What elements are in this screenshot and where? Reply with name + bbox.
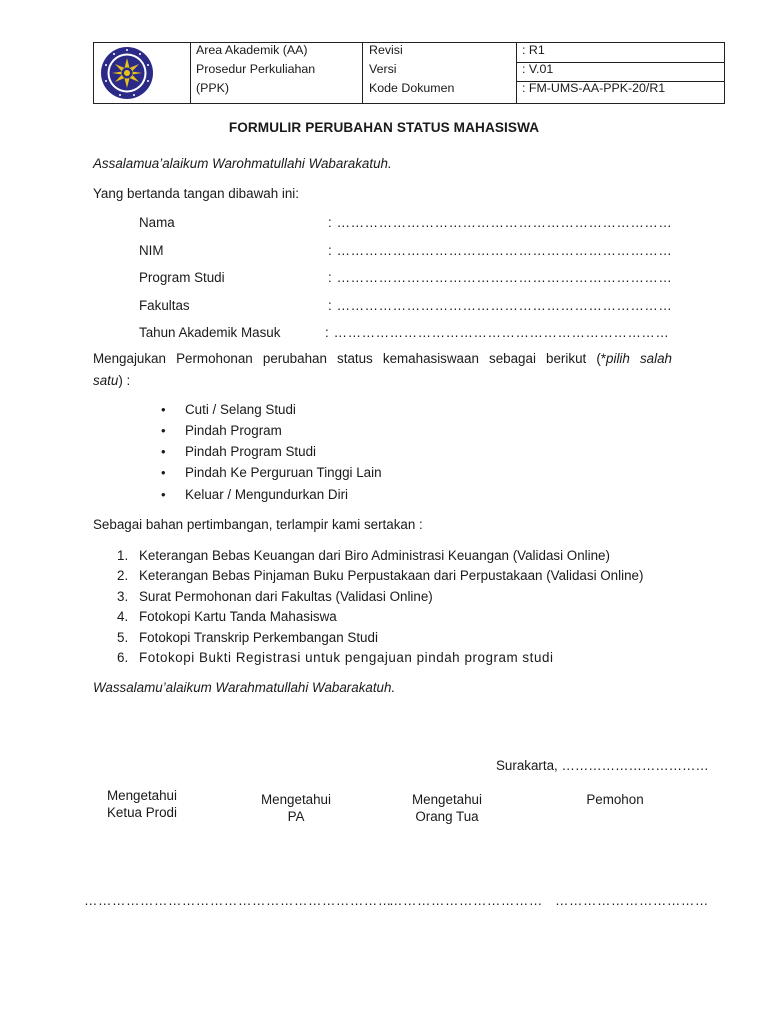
field-label-fakultas: Fakultas — [139, 298, 190, 313]
attachment-item: Keterangan Bebas Pinjaman Buku Perpustakaan dari Perpustakaan (Validasi Online) — [139, 568, 644, 583]
signature-title: Orang Tua — [415, 809, 479, 824]
list-number: 5. — [117, 630, 129, 645]
option-keluar[interactable]: Keluar / Mengundurkan Diri — [185, 487, 349, 502]
attachment-item: Keterangan Bebas Keuangan dari Biro Administrasi Keuangan (Validasi Online) — [139, 548, 610, 563]
field-blank-program-studi[interactable]: : ……………………………………………………………… — [328, 270, 673, 285]
signature-role: Mengetahui — [107, 788, 177, 803]
signature-blank-orang-tua[interactable]: …………………………… — [389, 893, 543, 908]
table-divider — [190, 43, 191, 103]
attachment-item: Fotokopi Bukti Registrasi untuk pengajuan pindah program studi — [139, 650, 554, 665]
greeting: Assalamua’alaikum Warohmatullahi Wabarakatuh. — [93, 156, 392, 171]
field-blank-nama[interactable]: : ……………………………………………………………… — [328, 215, 673, 230]
bullet-icon: • — [161, 487, 166, 502]
signature-pa — [236, 791, 356, 825]
header-version-value: : V.01 — [522, 62, 554, 76]
header-version-label: Versi — [369, 62, 397, 76]
table-divider — [516, 43, 517, 103]
list-number: 3. — [117, 589, 129, 604]
request-text: Mengajukan Permohonan perubahan status kemahasiswaan sebagai berikut (* — [93, 351, 607, 366]
attachment-item: Surat Permohonan dari Fakultas (Validasi Online) — [139, 589, 433, 604]
signature-blank-pa[interactable]: …………………………… — [238, 893, 392, 908]
attachment-item: Fotokopi Transkrip Perkembangan Studi — [139, 630, 378, 645]
signature-title: PA — [287, 809, 305, 824]
bullet-icon: • — [161, 465, 166, 480]
signature-role: Mengetahui — [261, 792, 331, 807]
field-blank-tahun-akademik[interactable]: : ……………………………………………………………… — [325, 325, 670, 340]
signature-role: Mengetahui — [412, 792, 482, 807]
attachment-item: Fotokopi Kartu Tanda Mahasiswa — [139, 609, 337, 624]
field-label-nim: NIM — [139, 243, 164, 258]
option-pindah-program[interactable]: Pindah Program — [185, 423, 282, 438]
bullet-icon: • — [161, 444, 166, 459]
signature-blank-ketua-prodi[interactable]: …………………………… — [84, 893, 238, 908]
signature-orang-tua — [387, 791, 507, 825]
university-seal-logo — [100, 46, 154, 100]
signature-pemohon — [555, 791, 675, 808]
intro-text: Yang bertanda tangan dibawah ini: — [93, 186, 299, 201]
form-title: FORMULIR PERUBAHAN STATUS MAHASISWA — [228, 120, 540, 135]
signature-role: Pemohon — [586, 792, 644, 807]
request-paragraph-line2 — [93, 373, 130, 388]
header-area: Area Akademik (AA) — [196, 43, 308, 57]
list-number: 4. — [117, 609, 129, 624]
header-doc-code-value: : FM-UMS-AA-PPK-20/R1 — [522, 81, 666, 95]
field-label-nama: Nama — [139, 215, 175, 230]
bullet-icon: • — [161, 423, 166, 438]
signature-blank-pemohon[interactable]: …………………………… — [555, 893, 709, 908]
list-number: 2. — [117, 568, 129, 583]
attachments-intro: Sebagai bahan pertimbangan, terlampir kami sertakan : — [93, 517, 423, 532]
signature-title: Ketua Prodi — [107, 805, 177, 820]
header-procedure-code: (PPK) — [196, 81, 230, 95]
document-header-table — [93, 42, 725, 104]
field-label-tahun-akademik: Tahun Akademik Masuk — [139, 325, 281, 340]
request-choice-note-end: satu — [93, 373, 119, 388]
header-revision-value: : R1 — [522, 43, 545, 57]
option-cuti[interactable]: Cuti / Selang Studi — [185, 402, 296, 417]
closing: Wassalamu’alaikum Warahmatullahi Wabarakatuh. — [93, 680, 396, 695]
table-divider — [362, 43, 363, 103]
field-blank-fakultas[interactable]: : ……………………………………………………………… — [328, 298, 673, 313]
field-label-program-studi: Program Studi — [139, 270, 225, 285]
field-blank-nim[interactable]: : ……………………………………………………………… — [328, 243, 673, 258]
option-pindah-pt[interactable]: Pindah Ke Perguruan Tinggi Lain — [185, 465, 382, 480]
request-choice-note: pilih salah — [606, 351, 672, 366]
header-procedure: Prosedur Perkuliahan — [196, 62, 316, 76]
list-number: 6. — [117, 650, 129, 665]
list-number: 1. — [117, 548, 129, 563]
option-pindah-program-studi[interactable]: Pindah Program Studi — [185, 444, 317, 459]
place-date[interactable]: Surakarta, …………………………… — [496, 758, 709, 773]
header-revision-label: Revisi — [369, 43, 403, 57]
request-paragraph-line1 — [93, 351, 672, 366]
bullet-icon: • — [161, 402, 166, 417]
signature-ketua-prodi — [82, 787, 202, 821]
request-colon: ) : — [118, 373, 131, 388]
header-doc-code-label: Kode Dokumen — [369, 81, 455, 95]
